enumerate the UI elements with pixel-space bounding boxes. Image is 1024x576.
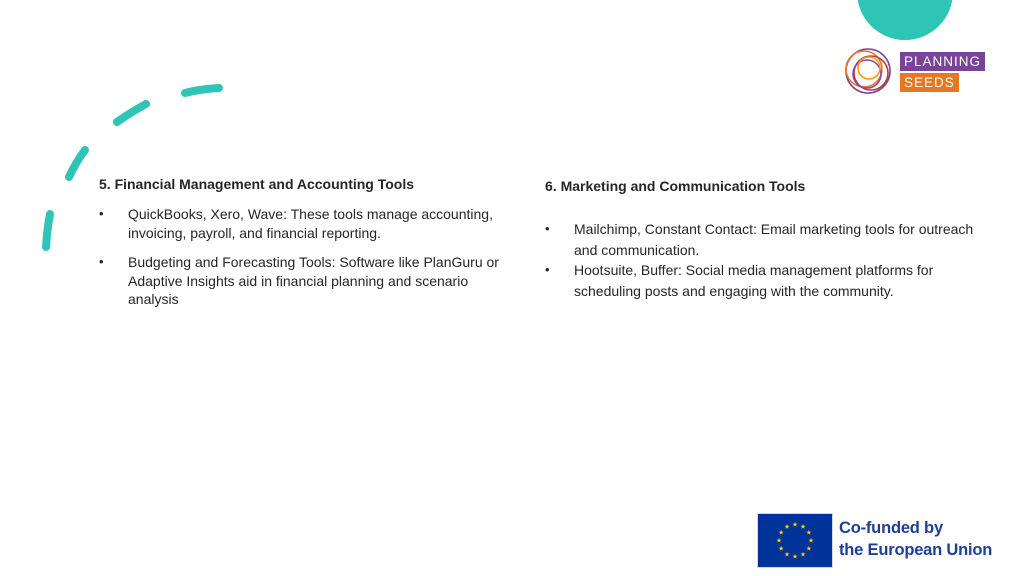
list-item-text: Hootsuite, Buffer: Social media management platforms for scheduling posts and engaging with the community. [574, 262, 934, 299]
financial-tools-list [99, 205, 519, 309]
eu-star-icon [809, 538, 814, 543]
eu-star-icon [777, 538, 782, 543]
bullet-marker: • [99, 206, 104, 221]
eu-star-icon [801, 524, 806, 529]
eu-star-icon [785, 524, 790, 529]
eu-star-icon [801, 552, 806, 557]
eu-star-icon [779, 530, 784, 535]
eu-flag-icon [757, 513, 833, 568]
list-item [545, 219, 995, 260]
arc-dash-4 [46, 214, 50, 247]
teal-circle-decoration [857, 0, 953, 40]
arc-dash-1 [185, 88, 219, 93]
marketing-tools-section [545, 176, 995, 301]
logo-rings-icon [840, 44, 896, 98]
marketing-tools-list [545, 219, 995, 301]
eu-star-icon [806, 546, 811, 551]
bullet-marker: • [545, 262, 550, 277]
eu-cofunded-text [839, 518, 992, 561]
bullet-marker: • [545, 221, 550, 236]
financial-tools-heading: 5. Financial Management and Accounting Tools [99, 176, 415, 192]
eu-text-line-1: Co-funded by [839, 519, 943, 537]
planning-seeds-logo [840, 44, 1000, 98]
logo-word-seeds: SEEDS [900, 73, 959, 92]
list-item [99, 253, 519, 309]
arc-dash-3 [69, 150, 85, 177]
list-item-text: QuickBooks, Xero, Wave: These tools manage accounting, invoicing, payroll, and financial reporting. [128, 206, 493, 241]
list-item-text: Mailchimp, Constant Contact: Email marketing tools for outreach and communication. [574, 221, 974, 258]
logo-word-planning: PLANNING [900, 52, 985, 71]
list-item-text: Budgeting and Forecasting Tools: Software like PlanGuru or Adaptive Insights aid in financial planning and scenario analysis [128, 254, 499, 307]
list-item [99, 205, 519, 242]
arc-dash-2 [117, 104, 146, 122]
eu-star-icon [779, 546, 784, 551]
bullet-marker: • [99, 254, 104, 269]
eu-star-icon [806, 530, 811, 535]
eu-stars-icon [758, 514, 832, 567]
eu-star-icon [785, 552, 790, 557]
eu-text-line-2: the European Union [839, 540, 993, 559]
eu-star-icon [793, 522, 798, 527]
financial-tools-section [99, 174, 519, 309]
marketing-tools-heading: 6. Marketing and Communication Tools [545, 178, 806, 194]
list-item [545, 260, 995, 301]
eu-cofunded-badge [757, 513, 1002, 568]
eu-star-icon [793, 554, 798, 559]
